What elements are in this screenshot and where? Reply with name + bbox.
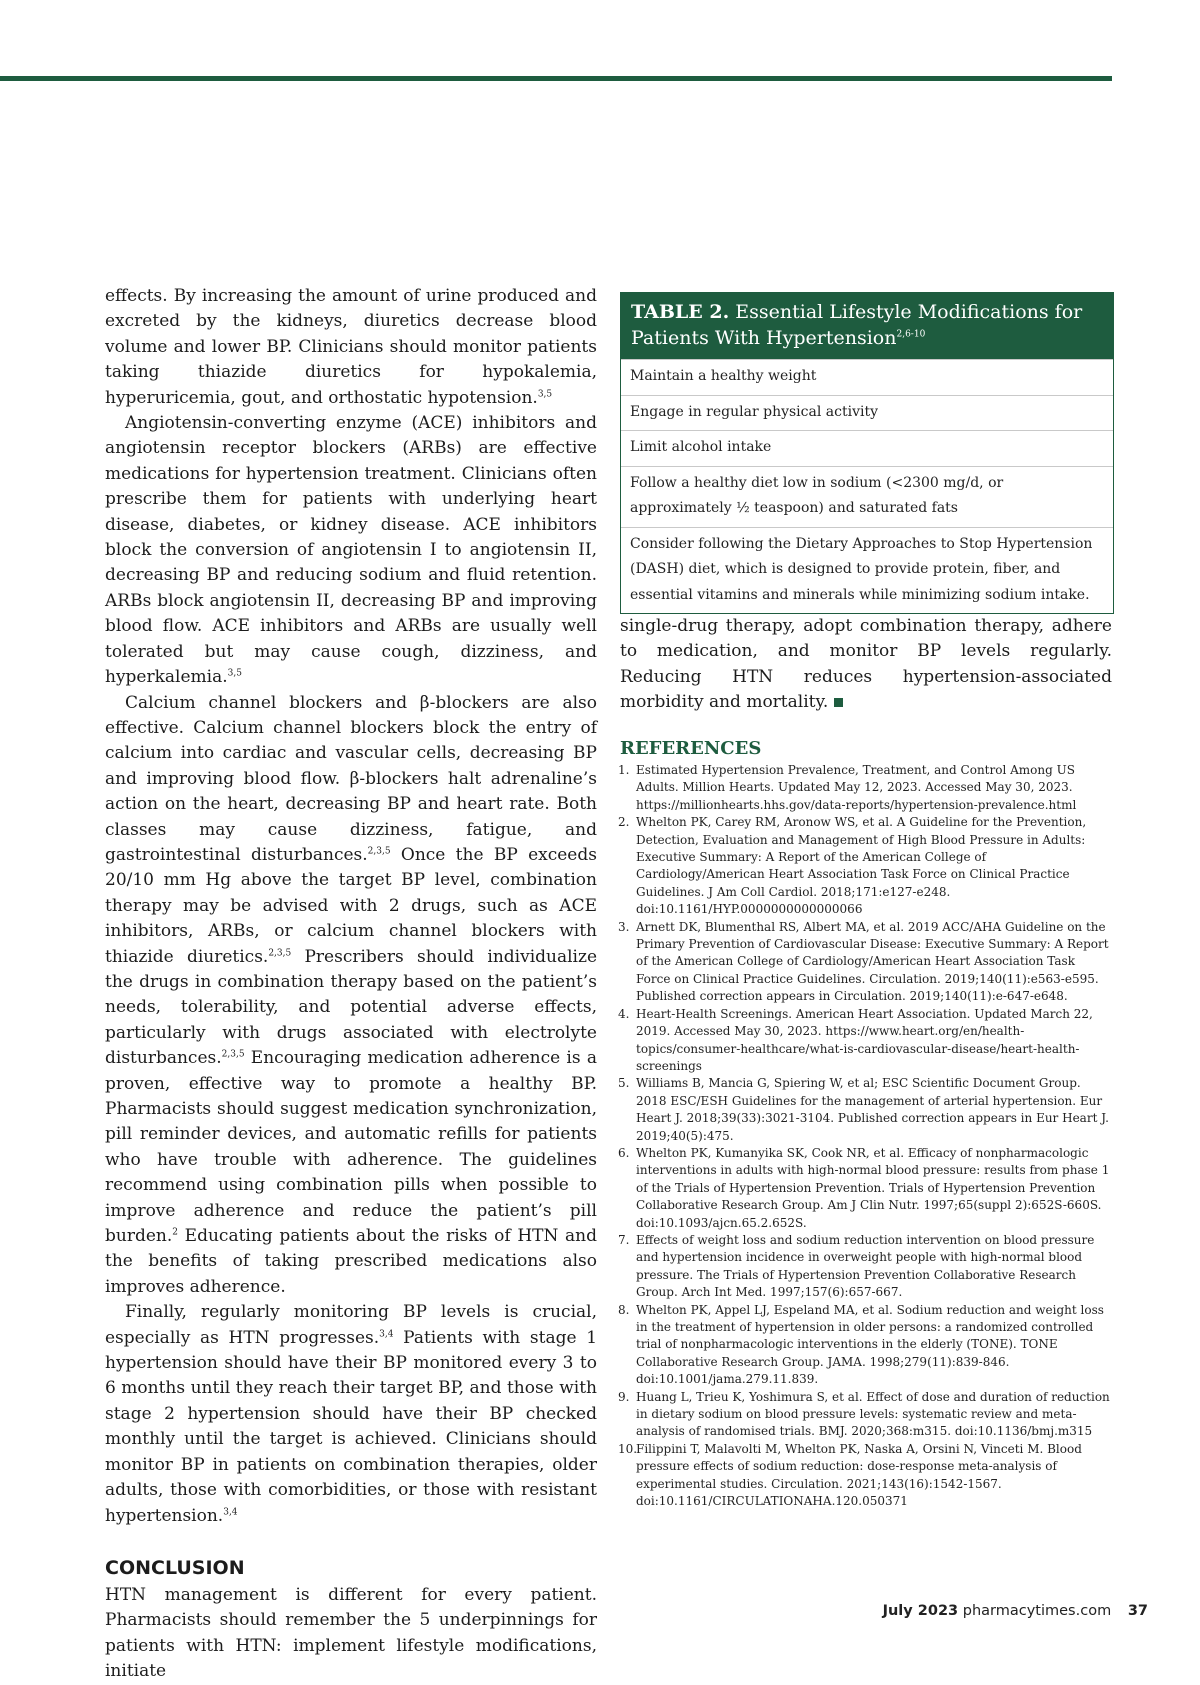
table-title-citation: 2,6-10	[896, 329, 926, 340]
reference-text: Whelton PK, Carey RM, Aronow WS, et al. A Guideline for the Prevention, Detection, Evaluation and Management of High Blood Pressure in Adults: Executive Summary: A Report of the American College of Cardiology/American Heart Association Task Force on Clinical Practice Guidelines. J Am Coll Cardiol. 2018;171:e127-e248. doi:10.1161/HYP.0000000000000066	[636, 815, 1087, 917]
paragraph-ccb-beta-blockers: Calcium channel blockers and β-blockers are also effective. Calcium channel blockers block the entry of calcium into cardiac and vascular cells, decreasing BP and improving blood flow. β-blockers halt adrenaline’s action on the heart, decreasing BP and heart rate. Both classes may cause dizziness, fatigue, and gastrointestinal disturbances.$^{2,3,5}$ Once the BP exceeds 20/10 mm Hg above the target BP level, combination therapy may be advised with 2 drugs, such as ACE inhibitors, ARBs, or calcium channel blockers with thiazide diuretics.$^{2,3,5}$ Prescribers should individualize the drugs in combination therapy based on the patient’s needs, tolerability, and potential adverse effects, particularly with drugs associated with electrolyte disturbances.$^{2,3,5}$ Encouraging medication adherence is a proven, effective way to promote a healthy BP. Pharmacists should suggest medication synchronization, pill reminder devices, and automatic refills for patients who have trouble with adherence. The guidelines recommend using combination pills when possible to improve adherence and reduce the patient’s pill burden.$^2$ Educating patients about the risks of HTN and the benefits of taking prescribed medications also improves adherence.	[105, 692, 598, 1297]
table-row: Limit alcohol intake	[621, 430, 1113, 466]
continuation-text: single-drug therapy, adopt combination therapy, adhere to medication, and monitor BP levels regularly. Reducing HTN reduces hypertension-associated morbidity and mortality.	[620, 616, 1112, 713]
reference-text: Williams B, Mancia G, Spiering W, et al; ESC Scientific Document Group. 2018 ESC/ESH Guidelines for the management of arterial hypertension. Eur Heart J. 2018;39(33):3021-3104. Published correction appears in Eur Heart J. 2019;40(5):475.	[636, 1076, 1109, 1143]
reference-number: 4.	[618, 1006, 630, 1021]
conclusion-continuation	[620, 614, 1112, 716]
reference-number: 3.	[618, 919, 630, 934]
reference-text: Estimated Hypertension Prevalence, Treatment, and Control Among US Adults. Million Hearts. Updated May 12, 2023. Accessed May 30, 2023. https://millionhearts.hhs.gov/data-reports/hypertension-prevalence.html	[636, 763, 1077, 812]
lifestyle-table	[620, 292, 1114, 614]
page-number: 37	[1127, 1603, 1148, 1619]
left-column	[105, 284, 597, 1685]
reference-item	[620, 1006, 1112, 1076]
conclusion-paragraph: HTN management is different for every patient. Pharmacists should remember the 5 underpinnings for patients with HTN: implement lifestyle modifications, initiate	[105, 1584, 597, 1682]
reference-number: 1.	[618, 763, 630, 777]
table-row: Engage in regular physical activity	[621, 395, 1113, 431]
references-section	[620, 738, 1112, 1510]
reference-number: 6.	[618, 1145, 630, 1160]
table-row: Follow a healthy diet low in sodium (<2300 mg/d, or approximately ½ teaspoon) and saturated fats	[621, 466, 1113, 527]
reference-number: 2.	[618, 815, 630, 830]
header-rule	[0, 76, 1112, 81]
references-heading: REFERENCES	[620, 738, 762, 759]
reference-item	[620, 1441, 1112, 1511]
footer-month: July 2023	[882, 1603, 959, 1619]
reference-text: Huang L, Trieu K, Yoshimura S, et al. Effect of dose and duration of reduction in dietary sodium on blood pressure levels: systematic review and meta-analysis of randomised trials. BMJ. 2020;368:m315. doi:10.1136/bmj.m315	[636, 1389, 1110, 1439]
paragraph-monitoring: Finally, regularly monitoring BP levels is crucial, especially as HTN progresses.$^{3,4}$ Patients with stage 1 hypertension should have their BP monitored every 3 to 6 months until they reach their target BP, and those with stage 2 hypertension should have their BP checked monthly until the target is achieved. Clinicians should monitor BP in patients on combination therapies, older adults, those with comorbidities, or those with resistant hypertension.$^{3,4}$	[105, 1302, 598, 1526]
table-title-text: Essential Lifestyle Modifications for Patients With Hypertension	[631, 301, 1083, 349]
table-row: Maintain a healthy weight	[621, 359, 1113, 395]
reference-text: Effects of weight loss and sodium reduction intervention on blood pressure and hypertension incidence in overweight people with high-normal blood pressure. The Trials of Hypertension Prevention Collaborative Research Group. Arch Int Med. 1997;157(6):657-667.	[636, 1232, 1095, 1300]
end-mark-icon	[834, 698, 843, 707]
reference-number: 9.	[618, 1389, 630, 1404]
paragraph-diuretics: effects. By increasing the amount of urine produced and excreted by the kidneys, diuretics decrease blood volume and lower BP. Clinicians should monitor patients taking thiazide diuretics for hypokalemia, hyperuricemia, gout, and orthostatic hypotension.$^{3,5}$	[105, 286, 597, 408]
reference-item	[620, 1302, 1112, 1389]
footer-site: pharmacytimes.com	[962, 1603, 1112, 1619]
reference-item	[620, 1389, 1112, 1441]
table-row: Consider following the Dietary Approaches to Stop Hypertension (DASH) diet, which is designed to provide protein, fiber, and essential vitamins and minerals while minimizing sodium intake.	[621, 527, 1113, 614]
reference-text: Filippini T, Malavolti M, Whelton PK, Naska A, Orsini N, Vinceti M. Blood pressure effects of sodium reduction: dose-response meta-analysis of experimental studies. Circulation. 2021;143(16):1542-1567. doi:10.1161/CIRCULATIONAHA.120.050371	[636, 1441, 1082, 1509]
conclusion-heading: CONCLUSION	[105, 1556, 245, 1579]
reference-text: Whelton PK, Appel LJ, Espeland MA, et al. Sodium reduction and weight loss in the treatment of hypertension in older persons: a randomized controlled trial of nonpharmacologic interventions in the elderly (TONE). TONE Collaborative Research Group. JAMA. 1998;279(11):839-846. doi:10.1001/jama.279.11.839.	[636, 1302, 1104, 1387]
reference-item	[620, 1145, 1112, 1232]
reference-number: 7.	[618, 1232, 630, 1247]
reference-text: Arnett DK, Blumenthal RS, Albert MA, et al. 2019 ACC/AHA Guideline on the Primary Prevention of Cardiovascular Disease: Executive Summary: A Report of the American College of Cardiology/American Heart Association Task Force on Clinical Practice Guidelines. Circulation. 2019;140(11):e563-e595. Published correction appears in Circulation. 2019;140(11):e-647-e648.	[636, 919, 1109, 1004]
paragraph-ace-arb: Angiotensin-converting enzyme (ACE) inhibitors and angiotensin receptor blockers (ARBs) are effective medications for hypertension treatment. Clinicians often prescribe them for patients with underlying heart disease, diabetes, or kidney disease. ACE inhibitors block the conversion of angiotensin I to angiotensin II, decreasing BP and reducing sodium and fluid retention. ARBs block angiotensin II, decreasing BP and improving blood flow. ACE inhibitors and ARBs are usually well tolerated but may cause cough, dizziness, and hyperkalemia.$^{3,5}$	[105, 413, 597, 688]
reference-item	[620, 762, 1112, 814]
page-footer	[883, 1603, 1148, 1619]
reference-number: 8.	[618, 1302, 630, 1317]
reference-item	[620, 1232, 1112, 1302]
reference-text: Heart-Health Screenings. American Heart Association. Updated March 22, 2019. Accessed May 30, 2023. https://www.heart.org/en/health-topics/consumer-healthcare/what-is-cardiovascular-disease/heart-health-screenings	[636, 1006, 1093, 1073]
reference-number: 10.	[618, 1441, 638, 1456]
reference-item	[620, 814, 1112, 918]
table-title	[621, 293, 1113, 359]
reference-number: 5.	[618, 1076, 630, 1091]
table-label: TABLE 2.	[631, 301, 730, 323]
references-list	[620, 762, 1112, 1510]
reference-item	[620, 919, 1112, 1006]
reference-item	[620, 1075, 1112, 1145]
reference-text: Whelton PK, Kumanyika SK, Cook NR, et al. Efficacy of nonpharmacologic interventions in adults with high-normal blood pressure: results from phase 1 of the Trials of Hypertension Prevention. Trials of Hypertension Prevention Collaborative Research Group. Am J Clin Nutr. 1997;65(suppl 2):652S-660S. doi:10.1093/ajcn.65.2.652S.	[636, 1145, 1110, 1230]
